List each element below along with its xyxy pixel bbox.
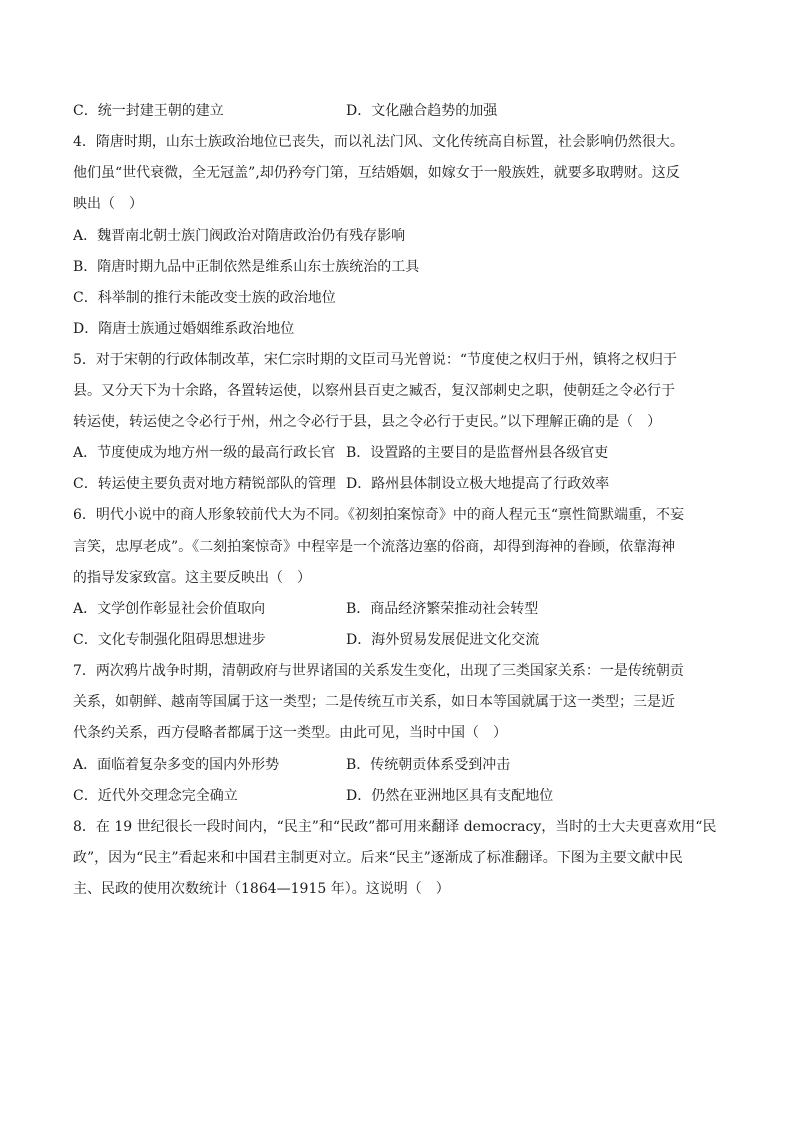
q4-option-d[interactable]: D．隋唐士族通过婚姻维系政治地位: [73, 321, 295, 337]
q4-stem-line-3: 映出（ ）: [73, 196, 143, 212]
q7-option-b[interactable]: B．传统朝贡体系受到冲击: [346, 757, 511, 773]
q6-option-d[interactable]: D．海外贸易发展促进文化交流: [346, 632, 540, 648]
q7-stem-line-2: 关系，如朝鲜、越南等国属于这一类型；二是传统互市关系，如日本等国就属于这一类型；三是近: [73, 694, 675, 710]
q7-option-d[interactable]: D．仍然在亚洲地区具有支配地位: [346, 788, 554, 804]
q8-stem-line-2: 政”，因为“民主”看起来和中国君主制更对立。后来“民主”逐渐成了标准翻译。下图为主要文献中民: [73, 850, 683, 866]
q8-stem-line-1: 8．在 19 世纪很长一段时间内，“民主”和“民政”都可用来翻译 democracy，当时的士大夫更喜欢用“民: [73, 819, 717, 835]
q4-option-c[interactable]: C．科举制的推行未能改变士族的政治地位: [73, 290, 336, 306]
q5-options-row-cd: [73, 474, 723, 494]
q7-stem-line-1: 7．两次鸦片战争时期，清朝政府与世界诸国的关系发生变化，出现了三类国家关系：一是传统朝贡: [73, 663, 684, 679]
q7-option-c[interactable]: C．近代外交理念完全确立: [73, 788, 238, 804]
q7-option-a[interactable]: A．面临着复杂多变的国内外形势: [73, 757, 280, 773]
q6-stem-line-2: 言笑，忠厚老成”。《二刻拍案惊奇》中程宰是一个流落边塞的俗商，却得到海神的眷顾，依靠海神: [73, 539, 676, 555]
q5-options-row-ab: [73, 443, 723, 463]
q5-option-d[interactable]: D．路州县体制设立极大地提高了行政效率: [346, 476, 610, 492]
q5-stem-line-3: 转运使，转运使之令必行于州，州之令必行于县，县之令必行于吏民。”以下理解正确的是（ ）: [73, 414, 662, 430]
q5-stem-line-2: 县。又分天下为十余路，各置转运使，以察州县百吏之臧否，复汉部刺史之职，使朝廷之令必行于: [73, 383, 675, 399]
q6-options-row-ab: [73, 599, 723, 619]
q6-option-c[interactable]: C．文化专制强化阻碍思想进步: [73, 632, 266, 648]
q8-stem-line-3: 主、民政的使用次数统计（1864—1915 年）。这说明（ ）: [73, 881, 450, 897]
q6-stem-line-3: 的指导发家致富。这主要反映出（ ）: [73, 570, 311, 586]
q7-options-row-ab: [73, 755, 723, 775]
q3-option-c[interactable]: C．统一封建王朝的建立: [73, 103, 224, 119]
q7-stem-line-3: 代条约关系，西方侵略者都属于这一类型。由此可见，当时中国（ ）: [73, 725, 507, 741]
q5-stem-line-1: 5．对于宋朝的行政体制改革，宋仁宗时期的文臣司马光曾说：“节度使之权归于州，镇将之权归于: [73, 352, 678, 368]
q5-option-b[interactable]: B．设置路的主要目的是监督州县各级官吏: [346, 445, 609, 461]
q6-option-b[interactable]: B．商品经济繁荣推动社会转型: [346, 601, 539, 617]
q4-option-b[interactable]: B．隋唐时期九品中正制依然是维系山东士族统治的工具: [73, 259, 420, 275]
q6-option-a[interactable]: A．文学创作彰显社会价值取向: [73, 601, 266, 617]
q7-options-row-cd: [73, 786, 723, 806]
q5-option-a[interactable]: A．节度使成为地方州一级的最高行政长官: [73, 445, 336, 461]
q6-stem-line-1: 6．明代小说中的商人形象较前代大为不同。《初刻拍案惊奇》中的商人程元玉“禀性简默端重，不妄: [73, 507, 685, 523]
q4-stem-line-1: 4．隋唐时期，山东士族政治地位已丧失，而以礼法门风、文化传统高自标置，社会影响仍然很大。: [73, 134, 684, 150]
q6-options-row-cd: [73, 630, 723, 650]
q3-options-row-cd: [73, 101, 723, 121]
q5-option-c[interactable]: C．转运使主要负责对地方精锐部队的管理: [73, 476, 336, 492]
q3-option-d[interactable]: D．文化融合趋势的加强: [346, 103, 498, 119]
q4-stem-line-2: 他们虽“世代衰微，全无冠盖”,却仍矜夸门第，互结婚姻，如嫁女于一般族姓，就要多取聘财。这反: [73, 165, 680, 181]
q4-option-a[interactable]: A．魏晋南北朝士族门阀政治对隋唐政治仍有残存影响: [73, 228, 406, 244]
